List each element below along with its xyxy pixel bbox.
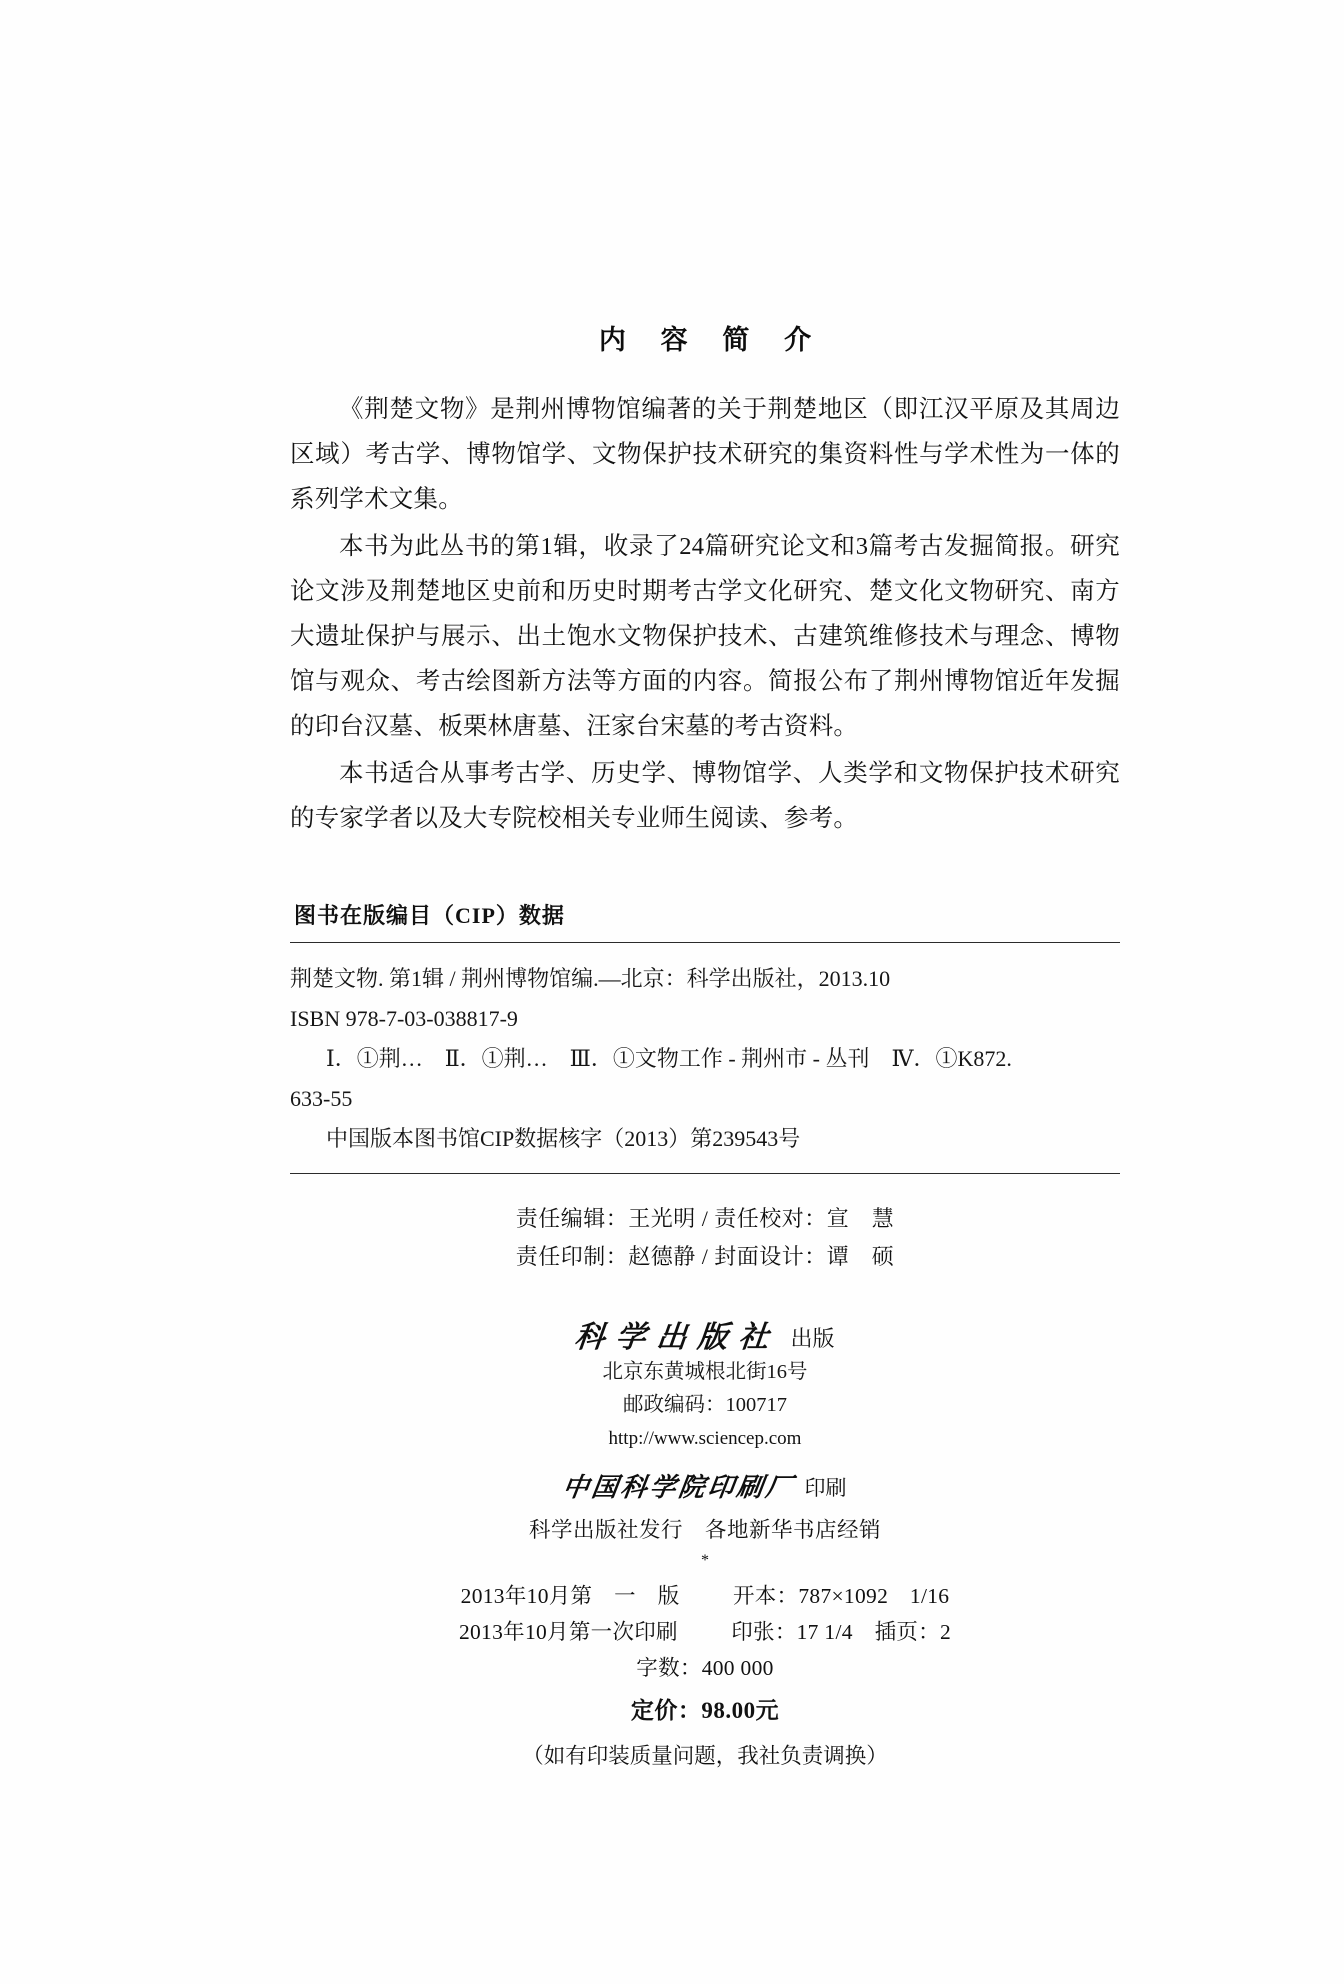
distribution-line: 科学出版社发行 各地新华书店经销: [528, 1518, 881, 1542]
cip-line-isbn: ISBN 978-7-03-038817-9: [290, 1006, 518, 1031]
publisher-postcode: 邮政编码：100717: [623, 1394, 787, 1416]
cip-bottom-rule: [290, 1173, 1120, 1174]
intro-paragraph-3: 本书适合从事考古学、历史学、博物馆学、人类学和文物保护技术研究的专家学者以及大专院校相关专业师生阅读、参考。: [290, 760, 1120, 832]
printing-specs: [290, 1578, 1120, 1776]
page-title: 内 容 简 介: [598, 325, 826, 355]
science-press-logo: 科学出版社: [573, 1321, 782, 1354]
spec-print-row: [290, 1614, 1120, 1650]
intro-paragraph-1: 《荆楚文物》是荆州博物馆编著的关于荆楚地区（即江汉平原及其周边区域）考古学、博物馆学、文物保护技术研究的集资料性与学术性为一体的系列学术文集。: [290, 396, 1120, 513]
spec-format: 开本：787×1092 1/16: [732, 1584, 950, 1608]
cip-body: [290, 943, 1120, 1173]
spec-sheets: 印张：17 1/4 插页：2: [731, 1620, 952, 1644]
publisher-suffix: 出版: [790, 1326, 835, 1351]
cip-line-citation: 荆楚文物. 第1辑 / 荆州博物馆编.—北京：科学出版社，2013.10: [290, 966, 891, 991]
staff-credits: [290, 1200, 1120, 1276]
credit-production-line: 责任印制：赵德静 / 封面设计：谭 硕: [515, 1244, 895, 1269]
spec-edition-date: 2013年10月第 一 版: [460, 1584, 680, 1608]
publisher-block: [290, 1312, 1120, 1572]
credit-editor-line: 责任编辑：王光明 / 责任校对：宣 慧: [515, 1206, 895, 1231]
cip-block: [290, 899, 1120, 1174]
separator-asterisk: *: [701, 1552, 709, 1569]
page-content: [290, 318, 1120, 1776]
printer-row: [290, 1467, 1120, 1504]
spec-words: 字数：400 000: [636, 1656, 774, 1680]
quality-note: （如有印装质量问题，我社负责调换）: [522, 1744, 888, 1768]
spec-print-date: 2013年10月第一次印刷: [458, 1620, 678, 1644]
price-label: 定价：98.00元: [630, 1698, 780, 1723]
publisher-address: 北京东黄城根北街16号: [602, 1361, 808, 1383]
spec-edition-row: [290, 1578, 1120, 1614]
printer-suffix: 印刷: [804, 1476, 847, 1500]
cip-title: 图书在版编目（CIP）数据: [294, 903, 565, 928]
intro-paragraph-2: 本书为此丛书的第1辑，收录了24篇研究论文和3篇考古发掘简报。研究论文涉及荆楚地区史前和历史时期考古学文化研究、楚文化文物研究、南方大遗址保护与展示、出土饱水文物保护技术、古建筑维修技术与理念、博物馆与观众、考古绘图新方法等方面的内容。简报公布了荆州博物馆近年发掘的印台汉墓、板栗林唐墓、汪家台宋墓的考古资料。: [290, 533, 1120, 740]
cip-line-classification-cont: 633-55: [290, 1086, 353, 1111]
publisher-name-row: [290, 1312, 1120, 1356]
publisher-url: http://www.sciencep.com: [608, 1428, 802, 1449]
cip-line-classification: Ⅰ．①荆… Ⅱ．①荆… Ⅲ．①文物工作 - 荆州市 - 丛刊 Ⅳ．①K872.: [326, 1046, 1012, 1071]
printer-logo: 中国科学院印刷厂: [561, 1473, 798, 1502]
cip-line-registry: 中国版本图书馆CIP数据核字（2013）第239543号: [326, 1126, 801, 1151]
